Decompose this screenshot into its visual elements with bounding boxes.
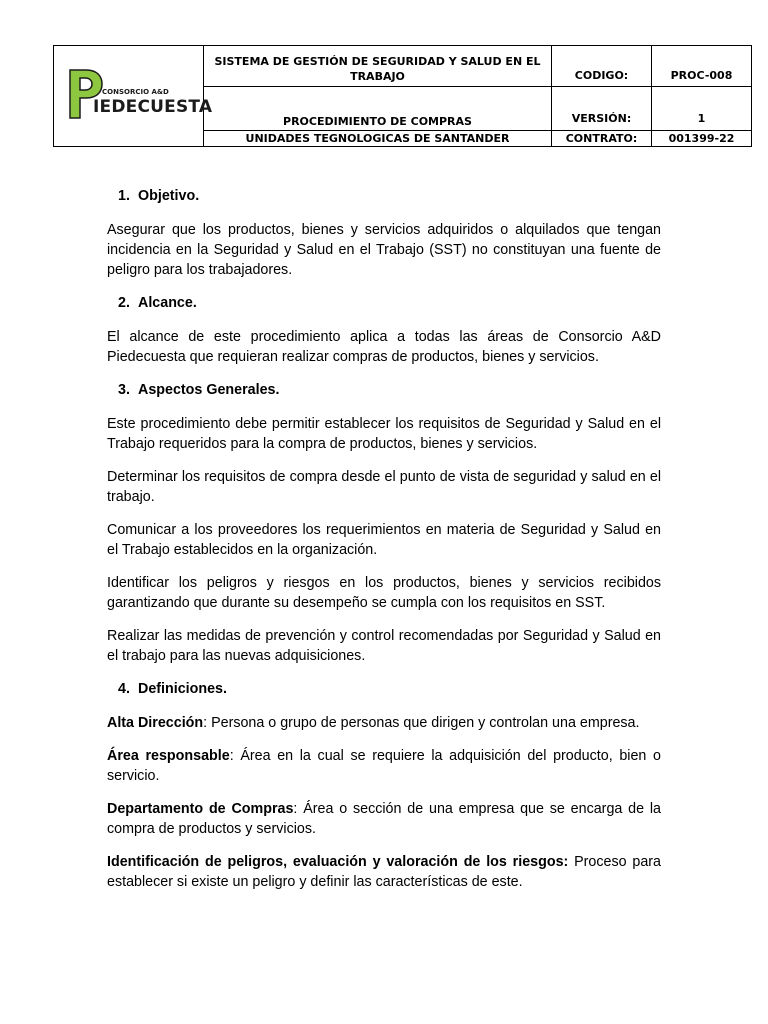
document-header-table — [53, 45, 752, 147]
definition-item — [107, 746, 661, 786]
definition-term: Área responsable — [107, 748, 230, 764]
company-logo — [64, 66, 212, 126]
paragraph: El alcance de este procedimiento aplica a todas las áreas de Consorcio A&D Piedecuesta que requieran realizar compras de productos, bienes y servicios. — [107, 329, 661, 365]
paragraph: Identificar los peligros y riesgos en los productos, bienes y servicios recibidos garantizando que durante su desempeño se cumpla con los requisitos en SST. — [107, 575, 661, 611]
definition-item — [107, 713, 661, 733]
section-heading-aspectos-generales — [118, 380, 661, 400]
section-heading-alcance — [118, 293, 661, 313]
version-label: VERSIÓN: — [552, 87, 652, 131]
section-heading-objetivo — [118, 186, 661, 206]
contract-label: CONTRATO: — [552, 131, 652, 147]
definition-text: : Área o sección de una empresa que se encarga de la compra de productos y servicios. — [107, 801, 661, 837]
definition-term: Identificación de peligros, evaluación y valoración de los riesgos: — [107, 854, 569, 870]
contract-value: 001399-22 — [652, 131, 752, 147]
document-body — [107, 186, 661, 905]
logo-small-text: CONSORCIO A&D — [101, 88, 169, 96]
code-value: PROC-008 — [652, 46, 752, 87]
system-title: SISTEMA DE GESTIÓN DE SEGURIDAD Y SALUD EN EL TRABAJO — [204, 46, 552, 87]
section-number: 4. — [118, 681, 130, 697]
code-label: CODIGO: — [552, 46, 652, 87]
section-number: 3. — [118, 382, 130, 398]
definition-text: Proceso para establecer si existe un peligro y definir las características de este. — [107, 854, 661, 890]
definition-text: : Persona o grupo de personas que dirigen y controlan una empresa. — [203, 715, 640, 731]
logo-big-text: IEDECUESTA — [92, 97, 212, 117]
definition-term: Alta Dirección — [107, 715, 204, 731]
paragraph: Asegurar que los productos, bienes y servicios adquiridos o alquilados que tengan incidencia en la Seguridad y Salud en el Trabajo (SST) no constituyan una fuente de peligro para los trabajadores. — [107, 222, 661, 278]
version-value: 1 — [652, 87, 752, 131]
section-number: 2. — [118, 295, 130, 311]
paragraph: Realizar las medidas de prevención y control recomendadas por Seguridad y Salud en el trabajo para las nuevas adquisiciones. — [107, 628, 661, 664]
definition-item — [107, 799, 661, 839]
definition-item — [107, 852, 661, 892]
section-heading-definiciones — [118, 679, 661, 699]
logo-cell — [54, 46, 212, 147]
procedure-title: PROCEDIMIENTO DE COMPRAS — [204, 87, 552, 131]
definition-term: Departamento de Compras — [107, 801, 294, 817]
definition-text: : Área en la cual se requiere la adquisición del producto, bien o servicio. — [107, 748, 661, 784]
paragraph: Este procedimiento debe permitir establecer los requisitos de Seguridad y Salud en el Trabajo requeridos para la compra de productos, bienes y servicios. — [107, 416, 661, 452]
section-title: Alcance. — [138, 295, 197, 311]
section-number: 1. — [118, 188, 130, 204]
paragraph: Determinar los requisitos de compra desde el punto de vista de seguridad y salud en el trabajo. — [107, 469, 661, 505]
paragraph: Comunicar a los proveedores los requerimientos en materia de Seguridad y Salud en el Trabajo establecidos en la organización. — [107, 522, 661, 558]
entity-name: UNIDADES TEGNOLOGICAS DE SANTANDER — [204, 131, 552, 147]
section-title: Definiciones. — [138, 681, 227, 697]
section-title: Objetivo. — [138, 188, 200, 204]
section-title: Aspectos Generales. — [138, 382, 280, 398]
